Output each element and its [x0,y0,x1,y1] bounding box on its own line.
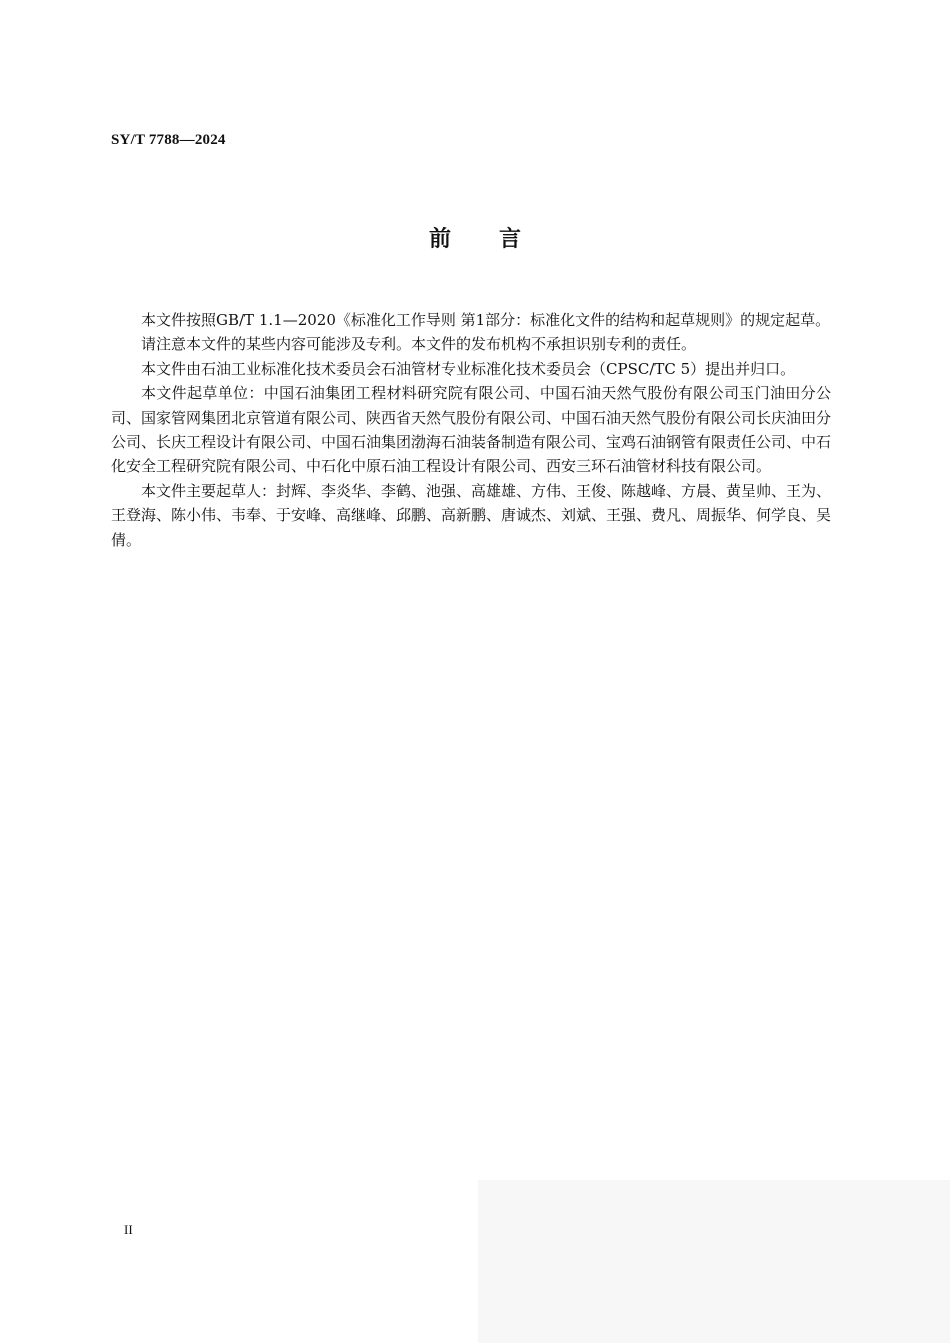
document-body [111,308,831,552]
standard-code: SY/T 7788—2024 [111,132,226,148]
paragraph-proposer: 本文件由石油工业标准化技术委员会石油管材专业标准化技术委员会（CPSC/TC 5）提出并归口。 [141,359,796,378]
paragraph-drafting-rules: 本文件按照GB/T 1.1—2020《标准化工作导则 第1部分：标准化文件的结构和起草规则》的规定起草。 [141,311,831,329]
page-title: 前言 [428,226,569,252]
scan-shade [478,1180,950,1343]
paragraph-patent-notice: 请注意本文件的某些内容可能涉及专利。本文件的发布机构不承担识别专利的责任。 [141,335,697,354]
paragraph-drafting-units: 本文件起草单位：中国石油集团工程材料研究院有限公司、中国石油天然气股份有限公司玉门油田分公司、国家管网集团北京管道有限公司、陕西省天然气股份有限公司、中国石油天然气股份有限公司长庆油田分公司、长庆工程设计有限公司、中国石油集团渤海石油装备制造有限公司、宝鸡石油钢管有限责任公司、中石化安全工程研究院有限公司、中石化中原石油工程设计有限公司、西安三环石油管材科技有限公司。 [111,384,832,476]
paragraph-drafters: 本文件主要起草人：封辉、李炎华、李鹤、池强、高雄雄、方伟、王俊、陈越峰、方晨、黄呈帅、王为、王登海、陈小伟、韦奉、于安峰、高继峰、邱鹏、高新鹏、唐诚杰、刘斌、王强、费凡、周振华、何学良、吴倩。 [111,481,832,549]
page-number: II [124,1222,133,1237]
